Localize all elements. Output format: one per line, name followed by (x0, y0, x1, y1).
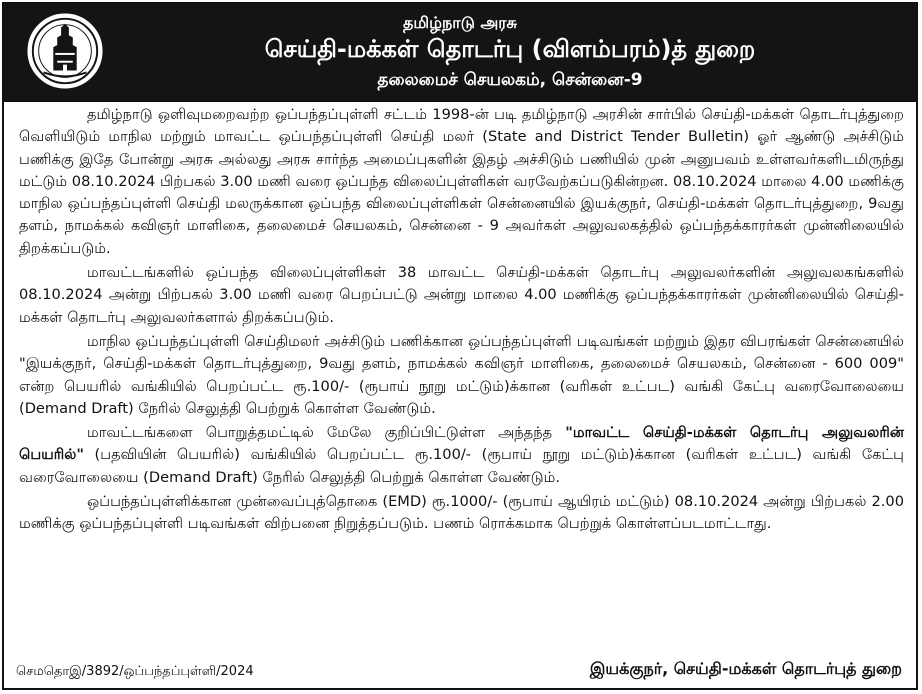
paragraph-district-forms (19, 422, 904, 489)
paragraph-district-forms-bold: "மாவட்ட செய்தி-மக்கள் தொடர்பு அலுவலரின் பெயரில்" (19, 424, 905, 464)
notice-body (19, 104, 904, 538)
paragraph-state-forms: மாநில ஒப்பந்தப்புள்ளி செய்திமலர் அச்சிடும் பணிக்கான ஒப்பந்தப்புள்ளி படிவங்கள் மற்றும் இதர விபரங்கள் சென்னையில் "இயக்குநர், செய்தி-மக்கள் தொடர்புத்துறை, 9வது தளம், நாமக்கல் கவிஞர் மாளிகை, தலைமைச் செயலகம், சென்னை - 600 009" என்ற பெயரில் வங்கியில் பெறப்பட்ட ரூ.100/- (ரூபாய் நூறு மட்டும்)க்கான (வரிகள் உட்பட) வங்கி கேட்பு வரைவோலையை (Demand Draft) நேரில் செலுத்தி பெற்றுக் கொள்ள வேண்டும். (19, 332, 904, 417)
paragraph-district-forms-part2: (பதவியின் பெயரில்) வங்கியில் பெறப்பட்ட ரூ.100/- (ரூபாய் நூறு மட்டும்)க்கான (வரிகள் உட்பட) வங்கி கேட்பு வரைவோலையை (Demand Draft) நேரில் செலுத்தி பெற்றுக் கொள்ள வேண்டும். (19, 446, 904, 486)
paragraph-district-forms-part1: மாவட்டங்களை பொறுத்தமட்டில் மேலே குறிப்பிட்டுள்ள அந்தந்த (87, 424, 566, 442)
government-title: தமிழ்நாடு அரசு (402, 13, 517, 32)
tender-notice (2, 2, 918, 690)
reference-number: செமதொஇ/3892/ஒப்பந்தப்புள்ளி/2024 (16, 664, 254, 679)
paragraph-tender-invitation: தமிழ்நாடு ஒளிவுமறைவற்ற ஒப்பந்தப்புள்ளி சட்டம் 1998-ன் படி தமிழ்நாடு அரசின் சார்பில் செய்தி-மக்கள் தொடர்புத்துறை வெளியிடும் மாநில மற்றும் மாவட்ட ஒப்பந்தப்புள்ளி செய்தி மலர் (State and District Tender Bulletin) ஓர் ஆண்டு அச்சிடும் பணிக்கு இதே போன்று அரசு அல்லது அரசு சார்ந்த அமைப்புகளின் இதழ் அச்சிடும் பணியில் முன் அனுபவம் உள்ளவர்களிடமிருந்து மட்டும் 08.10.2024 பிற்பகல் 3.00 மணி வரை ஒப்பந்த விலைப்புள்ளிகள் வரவேற்கப்படுகின்றன. 08.10.2024 மாலை 4.00 மணிக்கு மாநில ஒப்பந்தப்புள்ளி செய்தி மலருக்கான ஒப்பந்த விலைப்புள்ளிகள் சென்னையில் இயக்குநர், செய்தி-மக்கள் தொடர்புத்துறை, 9வது தளம், நாமக்கல் கவிஞர் மாளிகை, தலைமைச் செயலகம், சென்னை - 9 அவர்கள் அலுவலகத்தில் ஒப்பந்தக்காரர்கள் முன்னிலையில் திறக்கப்படும். (19, 106, 904, 257)
paragraph-district-tenders: மாவட்டங்களில் ஒப்பந்த விலைப்புள்ளிகள் 38 மாவட்ட செய்தி-மக்கள் தொடர்பு அலுவலர்களின் அலுவலகங்களில் 08.10.2024 அன்று பிற்பகல் 3.00 மணி வரை பெறப்பட்டு அன்று மாலை 4.00 மணிக்கு ஒப்பந்தக்காரர்கள் முன்னிலையில் செய்தி-மக்கள் தொடர்பு அலுவலர்களால் திறக்கப்படும். (19, 264, 904, 326)
office-address: தலைமைச் செயலகம், சென்னை-9 (377, 70, 643, 90)
paragraph-emd: ஒப்பந்தப்புள்ளிக்கான முன்வைப்புத்தொகை (EMD) ரூ.1000/- (ரூபாய் ஆயிரம் மட்டும்) 08.10.2024 அன்று பிற்பகல் 2.00 மணிக்கு ஒப்பந்தப்புள்ளி படிவங்கள் விற்பனை நிறுத்தப்படும். பணம் ரொக்கமாக பெற்றுக் கொள்ளப்படமாட்டாது. (19, 493, 904, 533)
notice-header (4, 4, 916, 102)
department-title: செய்தி-மக்கள் தொடர்பு (விளம்பரம்)த் துறை (264, 35, 756, 63)
signatory: இயக்குநர், செய்தி-மக்கள் தொடர்புத் துறை (589, 659, 902, 678)
